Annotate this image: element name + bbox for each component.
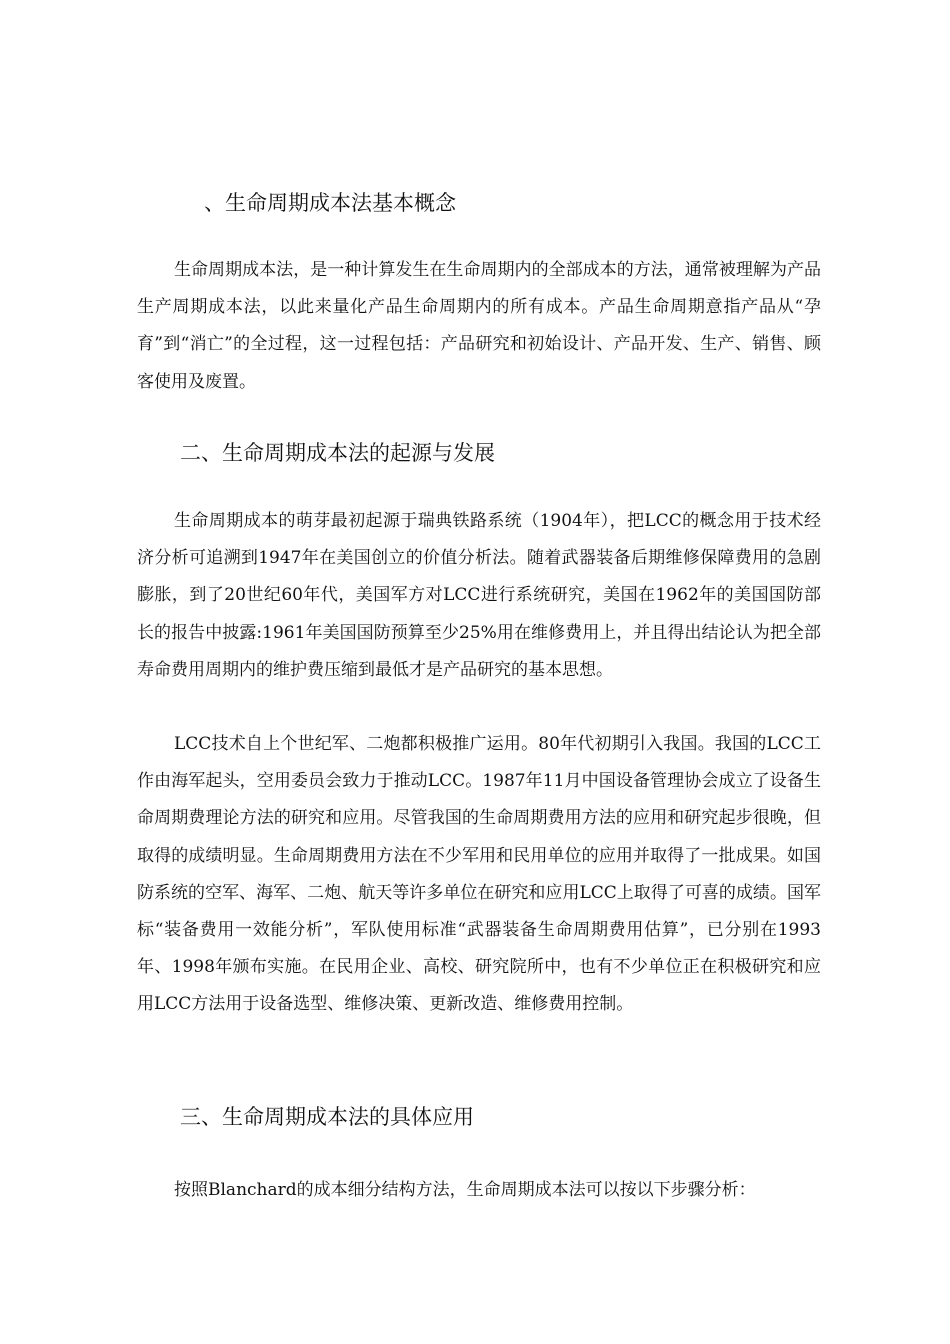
section-heading-1: 、生命周期成本法基本概念 — [204, 191, 456, 215]
paragraph-lcc-application: 按照Blanchard的成本细分结构方法，生命周期成本法可以按以下步骤分析： — [174, 1180, 756, 1200]
paragraph-lcc-concept: 生命周期成本法，是一种计算发生在生命周期内的全部成本的方法，通常被理解为产品生产周期成本法，以此来量化产品生命周期内的所有成本。产品生命周期意指产品从“孕育”到“消亡”的全过程，这一过程包括：产品研究和初始设计、产品开发、生产、销售、顾客使用及废置。 — [137, 260, 821, 392]
paragraph-lcc-origin: 生命周期成本的萌芽最初起源于瑞典铁路系统（1904年），把LCC的概念用于技术经济分析可追溯到1947年在美国创立的价值分析法。随着武器装备后期维修保障费用的急剧膨胀，到了20世纪60年代，美国军方对LCC进行系统研究，美国在1962年的美国国防部长的报告中披露:1961年美国国防预算至少25%用在维修费用上，并且得出结论认为把全部寿命费用周期内的维护费压缩到最低才是产品研究的基本思想。 — [137, 511, 821, 680]
paragraph-lcc-development: LCC技术自上个世纪军、二炮都积极推广运用。80年代初期引入我国。我国的LCC工作由海军起头，空用委员会致力于推动LCC。1987年11月中国设备管理协会成立了设备生命周期费理论方法的研究和应用。尽管我国的生命周期费用方法的应用和研究起步很晚，但取得的成绩明显。生命周期费用方法在不少军用和民用单位的应用并取得了一批成果。如国防系统的空军、海军、二炮、航天等许多单位在研究和应用LCC上取得了可喜的成绩。国军标“装备费用一效能分析”，军队使用标准“武器装备生命周期费用估算”，已分别在1993年、1998年颁布实施。在民用企业、高校、研究院所中，也有不少单位正在积极研究和应用LCC方法用于设备选型、维修决策、更新改造、维修费用控制。 — [137, 734, 821, 1015]
section-heading-2: 二、生命周期成本法的起源与发展 — [180, 441, 495, 465]
section-heading-3: 三、生命周期成本法的具体应用 — [180, 1105, 474, 1129]
